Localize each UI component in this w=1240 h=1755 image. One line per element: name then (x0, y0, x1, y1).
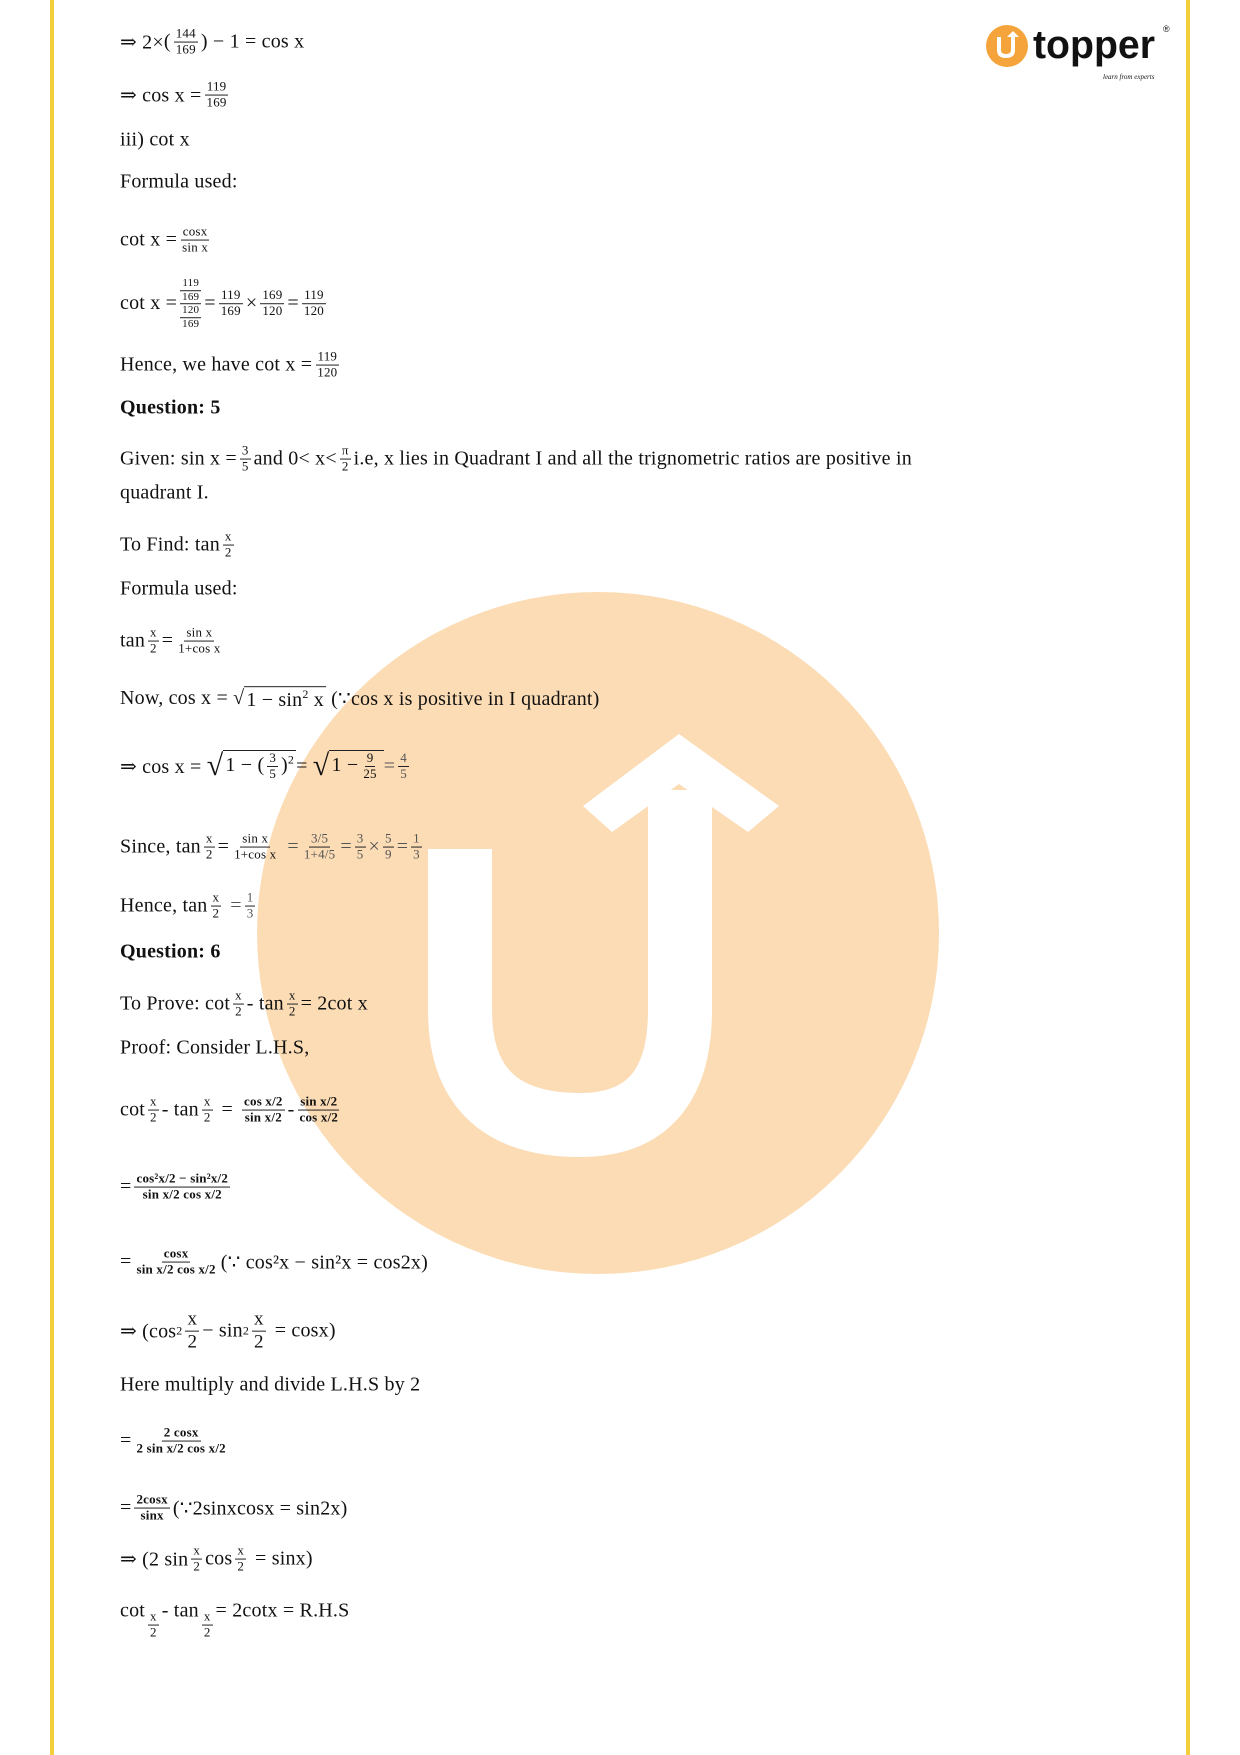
text: cot (120, 1098, 146, 1121)
text: Since, tan (120, 835, 201, 858)
text: = 2cot x (300, 992, 368, 1015)
text: = (287, 292, 299, 315)
fraction: $\frac{x}{2}$ (150, 624, 157, 656)
fraction: cos x/2 sin x/2 (244, 1093, 283, 1125)
fraction: $\frac{1}{3}$ (246, 889, 254, 921)
question-6-heading: Question: 6 (120, 940, 221, 963)
q6-step-4: ⇒ (cos 2 x 2 − sin 2 x 2 = cosx) (120, 1308, 336, 1353)
text: = (217, 835, 230, 858)
text: = (120, 1429, 132, 1452)
text: ⇒ (cos (120, 1320, 177, 1343)
text: (∵cos x is positive in I quadrant) (331, 688, 600, 711)
text: tan (120, 629, 146, 652)
q6-proof-intro: Proof: Consider L.H.S, (120, 1036, 310, 1059)
result-cot (120, 350, 342, 381)
text: ⇒ (2 sin (120, 1548, 189, 1571)
text: cot x = (120, 228, 178, 251)
fraction: $\frac{2 \cos x}{\text{2 sin x/2 cos x/2}}$ (136, 1424, 226, 1456)
text: − 1 = cos x (212, 30, 305, 53)
q6-step-7 (120, 1493, 348, 1524)
fraction: $\frac{3}{5}$ (356, 830, 364, 862)
step-double-angle: ⇒ 2× ( $\frac{144}{169}$ ) − 1 = cos x (120, 25, 305, 57)
text: ⇒ cos x = (120, 84, 202, 107)
text: - tan (246, 992, 284, 1015)
fraction: x 2 (235, 987, 242, 1019)
text: − sin (202, 1319, 243, 1342)
fraction: x 2 (212, 889, 220, 921)
fraction: $\frac{5}{9}$ (384, 830, 392, 862)
text: = 2cotx = R.H.S (215, 1599, 350, 1622)
topper-logo-icon (985, 18, 1180, 82)
fraction: $\frac{\text{sin x}}{\text{1+cos x}}$ (178, 624, 221, 656)
text: = (120, 1250, 132, 1273)
q5-given-cont: quadrant I. (120, 481, 209, 504)
text: ⇒ 2× (120, 31, 164, 54)
q5-formula (120, 626, 226, 657)
text: (∵ cos²x − sin²x = cos2x) (220, 1251, 428, 1274)
text: cot (120, 1599, 146, 1622)
fraction: $\frac{x}{2}$ (205, 830, 213, 862)
q5-now: Now, cos x = √ $1 - \sin^2 x$ (∵cos x is positive in I quadrant) (120, 687, 600, 711)
fraction: x 2 (237, 1542, 245, 1574)
fraction: x 2 (193, 1542, 201, 1574)
q6-step-6 (120, 1426, 231, 1457)
text: = (120, 1175, 132, 1198)
fraction: $\frac{169}{120}$ (262, 287, 283, 319)
text: × (368, 835, 380, 858)
sqrt: 1 − $\frac{9}{25}$ (329, 750, 383, 782)
text: Given: sin x = (120, 447, 237, 470)
text: = (120, 1496, 132, 1519)
fraction: x 2 (187, 1308, 198, 1353)
text: - tan (161, 1098, 199, 1121)
fraction: $\frac{119}{120}$ (303, 287, 325, 319)
fraction: x 2 (150, 1093, 157, 1125)
text: and 0< x< (253, 447, 337, 470)
text: i.e, x lies in Quadrant I and all the trignometric ratios are positive in (353, 447, 912, 470)
formula-cot (120, 225, 213, 256)
text: = (340, 835, 352, 858)
text: = cosx) (274, 1319, 336, 1342)
text: ⇒ cos x = (120, 755, 202, 778)
svg-text:topper: topper (1033, 23, 1155, 67)
step-cos-result (120, 80, 232, 111)
fraction: $\frac{4}{5}$ (400, 749, 407, 781)
fraction: $\frac{3/5}{1+4/5}$ (303, 830, 336, 862)
text: = (204, 292, 216, 315)
text: To Find: tan (120, 533, 220, 556)
q6-step-5: Here multiply and divide L.H.S by 2 (120, 1373, 421, 1396)
sqrt: 1 − ( $\frac{3}{5}$ )$^2$ (225, 750, 295, 781)
q6-step-1 (120, 1095, 343, 1126)
sqrt: $1 - \sin^2 x$ (246, 687, 324, 711)
fraction: x 2 (150, 1608, 157, 1640)
fraction: $\frac{\text{sin x}}{\text{1+cos x}}$ (234, 830, 277, 862)
text: = (221, 1098, 234, 1121)
text: = (230, 894, 242, 917)
fraction: sin x/2 cos x/2 (299, 1093, 339, 1125)
text: = (396, 835, 409, 858)
fraction: x 2 (254, 1308, 264, 1353)
fraction: $\frac{3}{5}$ (241, 442, 249, 474)
q6-step-3 (120, 1247, 428, 1278)
q6-conclusion (120, 1596, 350, 1640)
fraction: $\frac{119}{120}$ (317, 348, 338, 380)
text: Hence, we have cot x = (120, 353, 313, 376)
text: Hence, tan (120, 894, 208, 917)
text: × (245, 292, 258, 315)
q5-formula-label: Formula used: (120, 577, 238, 600)
fraction: x 2 (224, 528, 232, 560)
fraction: $\frac{2\cos x}{\sin x}$ (136, 1491, 168, 1523)
step-cot-calc (120, 277, 329, 331)
fraction: π 2 (341, 442, 349, 474)
fraction: $\frac{x}{2}$ (203, 1608, 211, 1640)
q5-since (120, 832, 425, 863)
question-5-heading: Question: 5 (120, 396, 221, 419)
q6-step-8 (120, 1544, 313, 1575)
text: = (287, 835, 299, 858)
fraction: $\frac{119}{169}$ (220, 287, 241, 319)
text: (∵2sinxcosx = sin2x) (172, 1497, 348, 1520)
fraction: $\frac{119}{169}$ (206, 78, 227, 110)
q5-answer (120, 891, 258, 922)
q6-step-2 (120, 1172, 233, 1203)
text: Now, cos x = (120, 687, 228, 710)
text: - tan (161, 1599, 199, 1622)
text: = (161, 629, 174, 652)
fraction: $\frac{144}{169}$ (175, 25, 196, 57)
svg-text:®: ® (1163, 24, 1170, 34)
text: cot x = (120, 292, 178, 315)
text: To Prove: cot (120, 992, 231, 1015)
q5-to-find (120, 530, 237, 561)
fraction: $\frac{\text{cos²x/2 − sin²x/2}}{\text{sin x/2 cos x/2}}$ (136, 1170, 229, 1202)
fraction: $\frac{1}{3}$ (413, 830, 420, 862)
formula-label: Formula used: (120, 170, 238, 193)
text: = (296, 754, 308, 777)
q5-cos-calc: ⇒ cos x = √ 1 − ( $\frac{3}{5}$ )$^2$ = √ 1 − $\frac{9}{25}$ = $\frac{4}{5}$ (120, 749, 407, 782)
q5-given (120, 444, 912, 475)
text: = sinx) (255, 1547, 313, 1570)
fraction: $\frac{\cos x}{\text{sin x/2 cos x/2}}$ (136, 1245, 216, 1277)
fraction: x 2 (203, 1093, 211, 1125)
text: = (383, 754, 396, 777)
svg-text:learn from experts: learn from experts (1103, 73, 1155, 81)
part-heading: iii) cot x (120, 128, 190, 151)
compound-fraction: 119 169 120 169 (182, 277, 200, 331)
text: - (287, 1098, 295, 1121)
q6-to-prove (120, 989, 368, 1020)
fraction: $\frac{x}{2}$ (288, 987, 296, 1019)
fraction: $\frac{\cos x}{\text{sin x}}$ (182, 223, 209, 255)
text: cos (205, 1547, 233, 1570)
